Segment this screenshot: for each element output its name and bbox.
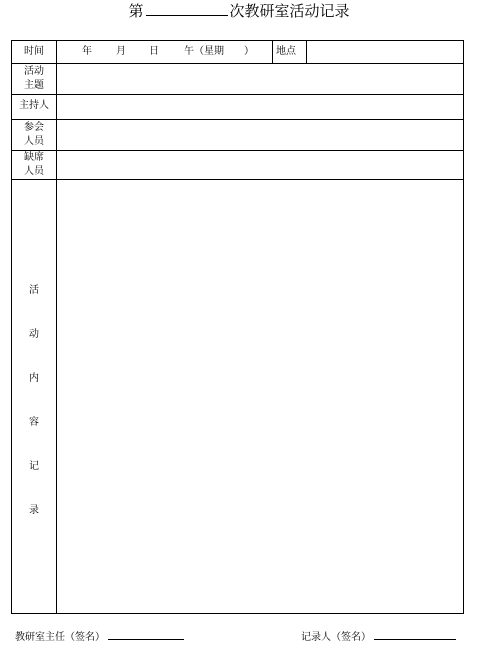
row-divider bbox=[12, 94, 463, 95]
content-label-char-2: 动 bbox=[29, 329, 39, 340]
recorder-signature-line[interactable] bbox=[374, 627, 456, 640]
recorder-signature bbox=[301, 627, 456, 646]
page-title bbox=[0, 0, 478, 22]
absent-label-line1: 缺席 bbox=[24, 152, 44, 163]
location-field[interactable] bbox=[308, 42, 462, 62]
host-field[interactable] bbox=[58, 96, 462, 118]
content-record-field[interactable] bbox=[58, 181, 462, 611]
noon-weekday-label: 午（星期 ） bbox=[184, 46, 254, 57]
location-label: 地点 bbox=[276, 46, 296, 57]
director-signature bbox=[15, 627, 184, 646]
content-label-char-4: 容 bbox=[29, 417, 39, 428]
year-label: 年 bbox=[82, 46, 92, 57]
session-number-blank[interactable] bbox=[146, 1, 228, 16]
participants-label-line2: 人员 bbox=[24, 136, 44, 147]
participants-field[interactable] bbox=[58, 121, 462, 149]
row-divider bbox=[12, 63, 463, 64]
topic-label-line1: 活动 bbox=[24, 66, 44, 77]
activity-record-form bbox=[11, 40, 464, 614]
content-label-char-1: 活 bbox=[29, 285, 39, 296]
recorder-signature-label: 记录人（签名） bbox=[301, 632, 371, 643]
host-label: 主持人 bbox=[19, 100, 49, 111]
topic-field[interactable] bbox=[58, 65, 462, 93]
row-divider bbox=[12, 119, 463, 120]
participants-label bbox=[12, 121, 56, 149]
month-label: 月 bbox=[116, 46, 126, 57]
row-divider bbox=[12, 179, 463, 180]
topic-label bbox=[12, 65, 56, 93]
absent-label-line2: 人员 bbox=[24, 166, 44, 177]
participants-label-line1: 参会 bbox=[24, 122, 44, 133]
title-prefix: 第 bbox=[128, 2, 144, 20]
absent-label bbox=[12, 151, 56, 179]
topic-label-line2: 主题 bbox=[24, 80, 44, 91]
content-label-char-5: 记 bbox=[29, 461, 39, 472]
title-suffix: 次教研室活动记录 bbox=[229, 2, 350, 20]
location-value-divider bbox=[306, 41, 307, 63]
director-signature-line[interactable] bbox=[108, 627, 184, 640]
content-label-char-3: 内 bbox=[29, 373, 39, 384]
location-left-divider bbox=[272, 41, 273, 63]
label-column-divider bbox=[56, 41, 57, 613]
content-label-char-6: 录 bbox=[29, 505, 39, 516]
director-signature-label: 教研室主任（签名） bbox=[15, 632, 105, 643]
day-label: 日 bbox=[149, 46, 159, 57]
time-label: 时间 bbox=[24, 46, 44, 57]
absent-field[interactable] bbox=[58, 151, 462, 178]
